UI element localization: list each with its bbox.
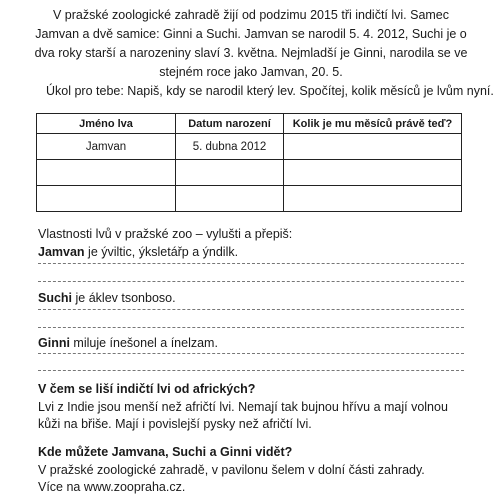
answer-line[interactable] xyxy=(38,309,464,310)
lion-birthday-table xyxy=(36,113,462,212)
answer-website: Více na www.zoopraha.cz. xyxy=(38,480,186,494)
clue-text: miluje ínešonel a ínelzam. xyxy=(69,336,218,350)
table-cell[interactable] xyxy=(37,186,176,212)
clue-name: Suchi xyxy=(38,291,73,305)
clue-suchi xyxy=(38,291,176,305)
table-row xyxy=(37,160,462,186)
intro-paragraph: V pražské zoologické zahradě žijí od podzimu 2015 tři indičtí lvi. Samec Jamvan a dvě samice: Ginni a Suchi. Jamvan se narodil 5. 4. 2012, Suchi je o dva roky starší a narozeniny slaví 3. května. Nejmladší je Ginni, narodila se ve stejném roce jako Jamvan, 20. 5. xyxy=(34,8,468,79)
task-instruction: Úkol pro tebe: Napiš, kdy se narodil který lev. Spočítej, kolik měsíců je lvům nyní. xyxy=(46,84,494,98)
answer-line[interactable] xyxy=(38,353,464,354)
table-cell[interactable] xyxy=(176,160,284,186)
table-cell[interactable] xyxy=(284,186,462,212)
clue-name: Ginni xyxy=(38,336,70,350)
table-cell[interactable] xyxy=(284,160,462,186)
answer-line[interactable] xyxy=(38,281,464,282)
table-cell[interactable] xyxy=(37,160,176,186)
answer-indian-vs-african: Lvi z Indie jsou menší než afričtí lvi. Nemají tak bujnou hřívu a mají volnou kůži na břiše. Mají i povislejší pysky než afričtí lvi. xyxy=(38,400,448,431)
table-row xyxy=(37,134,462,160)
answer-line[interactable] xyxy=(38,263,464,264)
table-cell: 5. dubna 2012 xyxy=(176,134,284,160)
clue-text: je ýviltic, ýksletářp a ýndilk. xyxy=(84,245,239,259)
column-header-name: Jméno lva xyxy=(37,114,176,134)
properties-title: Vlastnosti lvů v pražské zoo – vylušti a přepiš: xyxy=(38,227,293,241)
table-row xyxy=(37,186,462,212)
clue-jamvan xyxy=(38,245,238,259)
clue-name: Jamvan xyxy=(38,245,85,259)
table-cell: Jamvan xyxy=(37,134,176,160)
table-cell[interactable] xyxy=(284,134,462,160)
answer-line[interactable] xyxy=(38,327,464,328)
answer-where-to-see: V pražské zoologické zahradě, v pavilonu šelem v dolní části zahrady. xyxy=(38,463,425,477)
question-indian-vs-african: V čem se liší indičtí lvi od afrických? xyxy=(38,382,256,396)
clue-ginni xyxy=(38,336,218,350)
column-header-birthdate: Datum narození xyxy=(176,114,284,134)
table-header-row xyxy=(37,114,462,134)
column-header-months: Kolik je mu měsíců právě teď? xyxy=(284,114,462,134)
table-cell[interactable] xyxy=(176,186,284,212)
answer-line[interactable] xyxy=(38,370,464,371)
question-where-to-see: Kde můžete Jamvana, Suchi a Ginni vidět? xyxy=(38,445,293,459)
clue-text: je áklev tsonboso. xyxy=(72,291,176,305)
